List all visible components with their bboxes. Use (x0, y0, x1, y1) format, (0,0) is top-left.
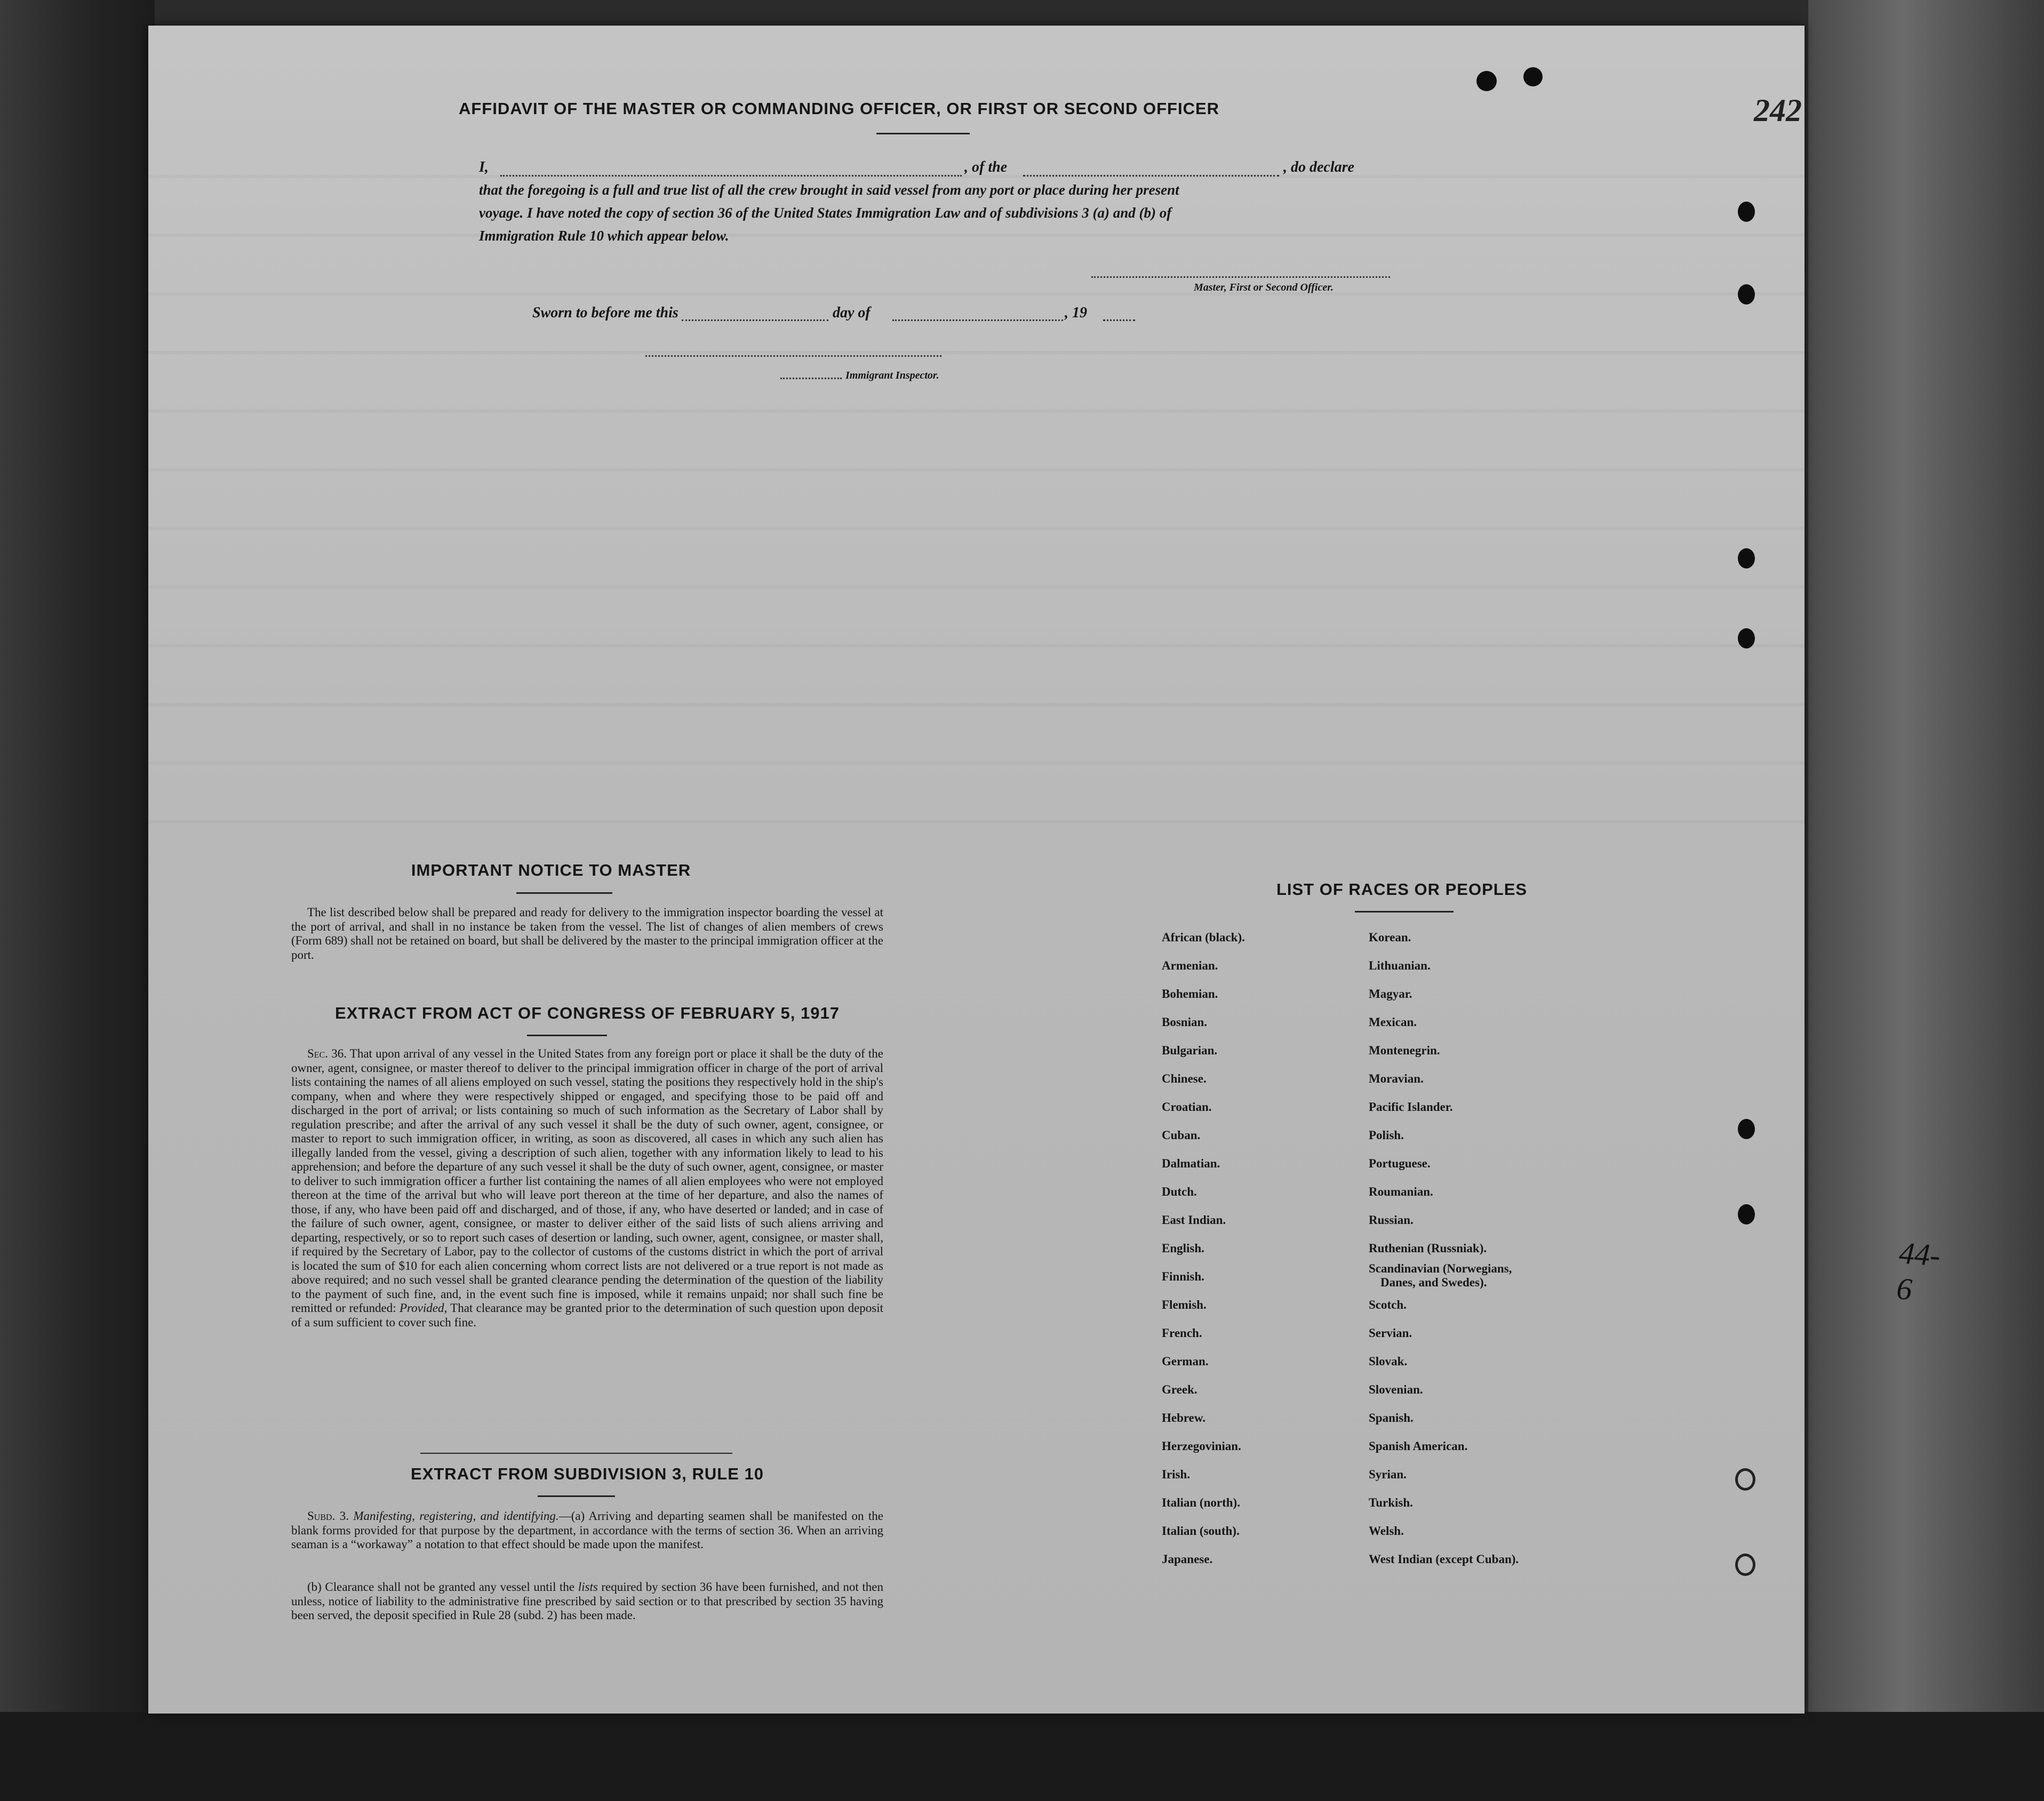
race-left-item: Herzegovinian. (1162, 1439, 1241, 1453)
section-divider (420, 1453, 732, 1454)
punch-hole-top-1 (1476, 71, 1497, 91)
race-left-item: Dalmatian. (1162, 1157, 1220, 1170)
race-left-item: Croatian. (1162, 1100, 1212, 1114)
race-right-item: Ruthenian (Russniak). (1369, 1242, 1487, 1255)
race-left-item: German. (1162, 1355, 1209, 1368)
subdivision-label: Subd. 3. (307, 1509, 349, 1523)
punch-hole-right-2 (1738, 284, 1755, 305)
part-b-label: (b) (307, 1580, 322, 1594)
part-a-text: Arriving and departing seamen shall be manifested on the blank forms provided for that purpose by the department, in accordance with the terms of section 36. When an arriving seaman is a “workaway” a notation to that effect should be made upon the manifest. (291, 1509, 883, 1551)
race-right-item: Korean. (1369, 931, 1411, 944)
punch-hole-right-4 (1738, 628, 1755, 649)
race-left-item: Flemish. (1162, 1298, 1207, 1311)
race-left-item: Irish. (1162, 1468, 1191, 1481)
proviso-label: Provided, (399, 1301, 448, 1315)
race-right-item: Polish. (1369, 1128, 1404, 1142)
scan-background-bottom (0, 1712, 2044, 1801)
race-right-item: Moravian. (1369, 1072, 1424, 1085)
inspector-signature-label: Immigrant Inspector. (845, 370, 939, 381)
part-b-text-2: required by section 36 have been furnished, and not then unless, notice of liability to the administrative fine prescribed by said section or to that prescribed by section 35 having been served, the deposit specified in Rule 28 (subd. 2) has been made. (291, 1580, 884, 1622)
race-left-item: Greek. (1162, 1383, 1197, 1396)
notice-heading: IMPORTANT NOTICE TO MASTER (411, 861, 691, 879)
scan-background-right (1808, 0, 2044, 1801)
punch-hole-right-3 (1738, 548, 1755, 569)
extract-rule-heading: EXTRACT FROM SUBDIVISION 3, RULE 10 (411, 1464, 764, 1483)
race-right-item: Welsh. (1369, 1524, 1404, 1538)
race-left-item: Italian (south). (1162, 1524, 1240, 1538)
extract-rule-heading-rule (538, 1495, 615, 1497)
handwritten-page-number: 242 (1754, 93, 1802, 128)
subdivision-title: Manifesting, registering, and identifying. (353, 1509, 559, 1523)
part-b-lists: lists (578, 1580, 598, 1594)
race-right-item: Russian. (1369, 1213, 1414, 1227)
affidavit-of-the: , of the (964, 159, 1008, 175)
race-left-item: Bulgarian. (1162, 1044, 1218, 1057)
sworn-year: , 19 (1065, 305, 1087, 321)
race-right-item: Magyar. (1369, 987, 1412, 1000)
section-36-text (291, 1047, 883, 1330)
race-left-item: Armenian. (1162, 959, 1218, 972)
race-left-item: Italian (north). (1162, 1496, 1240, 1509)
sworn-month-blank (892, 319, 1063, 321)
punch-hole-right-5 (1738, 1119, 1755, 1139)
sworn-text: Sworn to before me this (532, 305, 678, 321)
affidavit-heading-rule (876, 133, 970, 134)
affidavit-i: I, (479, 159, 489, 175)
sworn-day-of: day of (833, 305, 871, 321)
handwritten-margin-note: 44-6 (1895, 1235, 1942, 1307)
race-left-item: Chinese. (1162, 1072, 1207, 1085)
race-right-item: Pacific Islander. (1369, 1100, 1453, 1114)
race-right-item: Roumanian. (1369, 1185, 1433, 1198)
vessel-blank (1023, 175, 1279, 177)
races-heading-rule (1355, 911, 1454, 912)
affidavit-line-4: Immigration Rule 10 which appear below. (479, 228, 729, 244)
race-left-item: Japanese. (1162, 1552, 1213, 1566)
race-right-item: Slovak. (1369, 1355, 1408, 1368)
master-signature-line (1091, 276, 1390, 278)
proviso-text: That clearance may be granted prior to the determination of such question upon deposit of a sum sufficient to cover such fine. (291, 1301, 884, 1329)
subdivision-3a-text (291, 1509, 883, 1552)
race-left-item: African (black). (1162, 931, 1245, 944)
race-left-item: Bohemian. (1162, 987, 1218, 1000)
notice-heading-rule (516, 892, 612, 894)
race-right-item: Spanish American. (1369, 1439, 1468, 1453)
race-right-item: Scandinavian (Norwegians, (1369, 1262, 1512, 1275)
sworn-year-blank (1103, 319, 1135, 321)
race-left-item: Hebrew. (1162, 1411, 1205, 1424)
name-blank (500, 175, 962, 177)
subdivision-3b-text (291, 1580, 883, 1623)
race-left-item: Cuban. (1162, 1128, 1201, 1142)
scan-background-left (0, 0, 155, 1801)
race-right-item: Spanish. (1369, 1411, 1414, 1424)
race-right-item: Montenegrin. (1369, 1044, 1440, 1057)
affidavit-line-2: that the foregoing is a full and true list of all the crew brought in said vessel from any port or place during her present (479, 182, 1179, 198)
race-right-item: Turkish. (1369, 1496, 1413, 1509)
section-36-body: That upon arrival of any vessel in the United States from any foreign port or place it shall be the duty of the owner, agent, consignee, or master thereof to deliver to the principal immigration officer in charge of the port of arrival lists containing the names of all aliens employed on such vessel, stating the positions they respectively hold in the ship's company, when and where they were respectively shipped or engaged, and specifying those to be paid off and discharged in the port of arrival; or lists containing so much of such information as the Secretary of Labor shall by regulation prescribe; and after the arrival of any such vessel it shall be the duty of such owner, agent, consignee, or master to report to such immigration officer, in writing, as soon as discovered, all cases in which any such alien has illegally landed from the vessel, giving a description of such alien, together with any information likely to lead to his apprehension; and before the departure of any such vessel it shall be the duty of such owner, agent, consignee, or master to deliver to such immigration officer a further list containing the names of all alien employees who were not employed thereon at the time of the arrival but who will leave port thereon at the time of her departure, and also the names of those, if any, who have been paid off and discharged, and of those, if any, who have deserted or landed; and in case of the failure of such owner, agent, consignee, or master to deliver either of the said lists of such aliens arriving and departing, respectively, or so to report such cases of desertion or landing, such owner, agent, consignee, or master shall, if required by the Secretary of Labor, pay to the collector of customs of the customs district in which the port of arrival is located the sum of $10 for each alien concerning whom correct lists are not delivered or a true report is not made as above required; and no such vessel shall be granted clearance pending the determination of the question of the liability to the payment of such fine, and, in the event such fine is imposed, while it remains unpaid; nor shall such fine be remitted or refunded: (291, 1047, 883, 1315)
race-right-item: Danes, and Swedes). (1380, 1276, 1487, 1289)
affidavit-heading: AFFIDAVIT OF THE MASTER OR COMMANDING OFFICER, OR FIRST OR SECOND OFFICER (458, 99, 1220, 118)
punch-hole-top-2 (1523, 67, 1543, 86)
race-right-item: Slovenian. (1369, 1383, 1423, 1396)
document-page (148, 26, 1942, 1714)
race-right-item: Mexican. (1369, 1015, 1417, 1029)
race-right-item: Portuguese. (1369, 1157, 1431, 1170)
race-left-item: Bosnian. (1162, 1015, 1208, 1029)
punch-hole-right-8 (1735, 1554, 1755, 1576)
extract-act-heading-rule (527, 1035, 607, 1036)
part-a-label: —(a) (558, 1509, 585, 1523)
inspector-signature-lead (780, 378, 842, 379)
extract-act-heading: EXTRACT FROM ACT OF CONGRESS OF FEBRUARY 5, 1917 (335, 1004, 840, 1022)
races-heading: LIST OF RACES OR PEOPLES (1276, 880, 1528, 899)
master-signature-label: Master, First or Second Officer. (1194, 282, 1334, 293)
race-right-item: West Indian (except Cuban). (1369, 1552, 1519, 1566)
punch-hole-right-1 (1738, 202, 1755, 222)
inspector-signature-line (645, 355, 941, 357)
sworn-day-blank (682, 319, 828, 321)
affidavit-do-declare: , do declare (1283, 159, 1354, 175)
race-left-item: Dutch. (1162, 1185, 1197, 1198)
race-right-item: Servian. (1369, 1326, 1412, 1340)
section-36-label: Sec. 36. (307, 1047, 347, 1060)
race-right-item: Syrian. (1369, 1468, 1407, 1481)
race-left-item: English. (1162, 1242, 1204, 1255)
part-b-text-1: Clearance shall not be granted any vessel until the (325, 1580, 575, 1594)
race-left-item: French. (1162, 1326, 1202, 1340)
race-right-item: Lithuanian. (1369, 959, 1431, 972)
punch-hole-right-7 (1735, 1468, 1755, 1491)
punch-hole-right-6 (1738, 1204, 1755, 1224)
notice-text: The list described below shall be prepared and ready for delivery to the immigration inspector boarding the vessel at the port of arrival, and shall in no instance be taken from the vessel. The list of changes of alien members of crews (Form 689) shall not be retained on board, but shall be delivered by the master to the principal immigration officer at the port. (291, 906, 883, 962)
race-right-item: Scotch. (1369, 1298, 1407, 1311)
affidavit-line-3: voyage. I have noted the copy of section 36 of the United States Immigration Law and of subdivisions 3 (a) and (b) of (479, 205, 1172, 221)
race-left-item: East Indian. (1162, 1213, 1226, 1227)
race-left-item: Finnish. (1162, 1270, 1204, 1283)
